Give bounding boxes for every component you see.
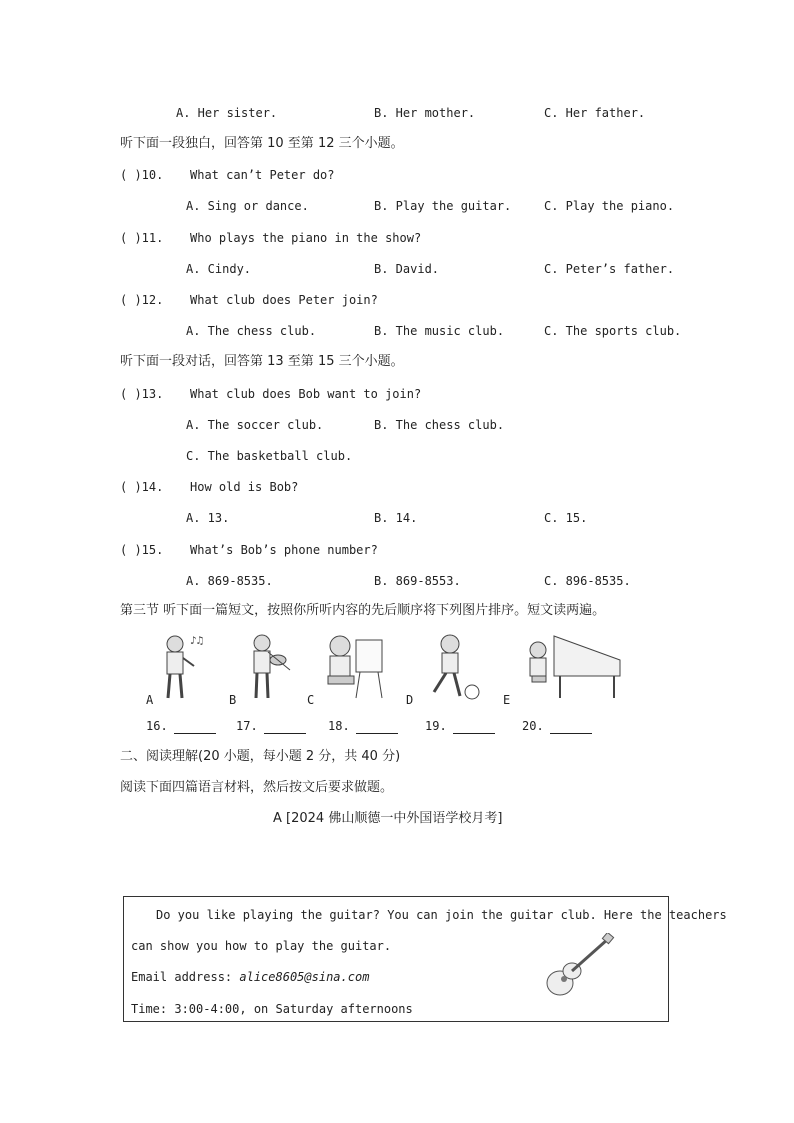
picture-label-e: E [503,693,511,707]
q15-option-b: B. 869-8553. [374,574,461,588]
instruction-13-15: 听下面一段对话，回答第 13 至第 15 三个小题。 [120,354,404,369]
picture-label-d: D [406,693,414,707]
guitar-club-ad [123,896,727,1022]
q10-option-a: A. Sing or dance. [186,199,309,213]
q11-option-a: A. Cindy. [186,262,252,276]
q13-question: What club does Bob want to join? [190,387,422,401]
picture-label-c: C [307,693,315,707]
blank-number: 16. [146,719,168,733]
ad-email-line [131,969,369,985]
picture-label-a: A [146,693,154,707]
piano-girl-illustration [520,630,625,702]
q10-number: ( )10. [120,168,164,182]
part2-instruction: 阅读下面四篇语言材料，然后按文后要求做题。 [120,780,394,795]
q12-option-a: A. The chess club. [186,324,317,338]
answer-blank-18[interactable] [328,718,398,734]
ad-line-1: Do you like playing the guitar? You can join the guitar club. Here the teachers [156,908,727,922]
q14-option-b: B. 14. [374,511,418,525]
q15-question: What’s Bob’s phone number? [190,543,378,557]
q10-option-b: B. Play the guitar. [374,199,512,213]
q12-question: What club does Peter join? [190,293,378,307]
q9-option-b: B. Her mother. [374,106,476,120]
q15-option-a: A. 869-8535. [186,574,273,588]
part2-title: 二、阅读理解(20 小题，每小题 2 分，共 40 分) [120,749,401,764]
blank-line [550,721,592,734]
blank-line [356,721,398,734]
email-label: Email address: [131,970,240,984]
q12-option-b: B. The music club. [374,324,505,338]
picture-label-b: B [229,693,237,707]
blank-line [453,721,495,734]
q11-question: Who plays the piano in the show? [190,231,422,245]
passage-a-title: A [2024 佛山顺德一中外国语学校月考] [273,811,503,826]
section3-instruction: 第三节 听下面一篇短文，按照你所听内容的先后顺序将下列图片排序。短文读两遍。 [120,603,606,618]
blank-line [174,721,216,734]
email-address: alice8605@sina.com [239,970,370,984]
q13-option-b: B. The chess club. [374,418,505,432]
q9-option-a: A. Her sister. [176,106,278,120]
q15-option-c: C. 896-8535. [544,574,631,588]
ad-line-2: can show you how to play the guitar. [131,939,392,953]
q11-option-c: C. Peter’s father. [544,262,675,276]
answer-blank-16[interactable] [146,718,216,734]
q14-option-c: C. 15. [544,511,588,525]
singing-boy-illustration [150,630,220,702]
q15-number: ( )15. [120,543,164,557]
answer-blank-17[interactable] [236,718,306,734]
answer-blank-19[interactable] [425,718,495,734]
q12-option-c: C. The sports club. [544,324,682,338]
q11-option-b: B. David. [374,262,440,276]
blank-number: 18. [328,719,350,733]
answer-blank-20[interactable] [522,718,592,734]
ad-time: Time: 3:00-4:00, on Saturday afternoons [131,1002,413,1016]
q13-number: ( )13. [120,387,164,401]
q10-option-c: C. Play the piano. [544,199,675,213]
q13-option-c: C. The basketball club. [186,449,353,463]
blank-number: 17. [236,719,258,733]
blank-number: 20. [522,719,544,733]
q11-number: ( )11. [120,231,164,245]
instruction-10-12: 听下面一段独白，回答第 10 至第 12 三个小题。 [120,136,404,151]
blank-number: 19. [425,719,447,733]
q12-number: ( )12. [120,293,164,307]
blank-line [264,721,306,734]
q9-option-c: C. Her father. [544,106,646,120]
svg-text:♪♫: ♪♫ [190,634,204,647]
soccer-boy-illustration [420,630,485,702]
q13-option-a: A. The soccer club. [186,418,324,432]
q14-option-a: A. 13. [186,511,230,525]
q14-question: How old is Bob? [190,480,299,494]
painting-girl-illustration [320,630,390,702]
q14-number: ( )14. [120,480,164,494]
q10-question: What can’t Peter do? [190,168,335,182]
violin-boy-illustration [240,630,300,702]
guitar-icon [542,933,618,1005]
